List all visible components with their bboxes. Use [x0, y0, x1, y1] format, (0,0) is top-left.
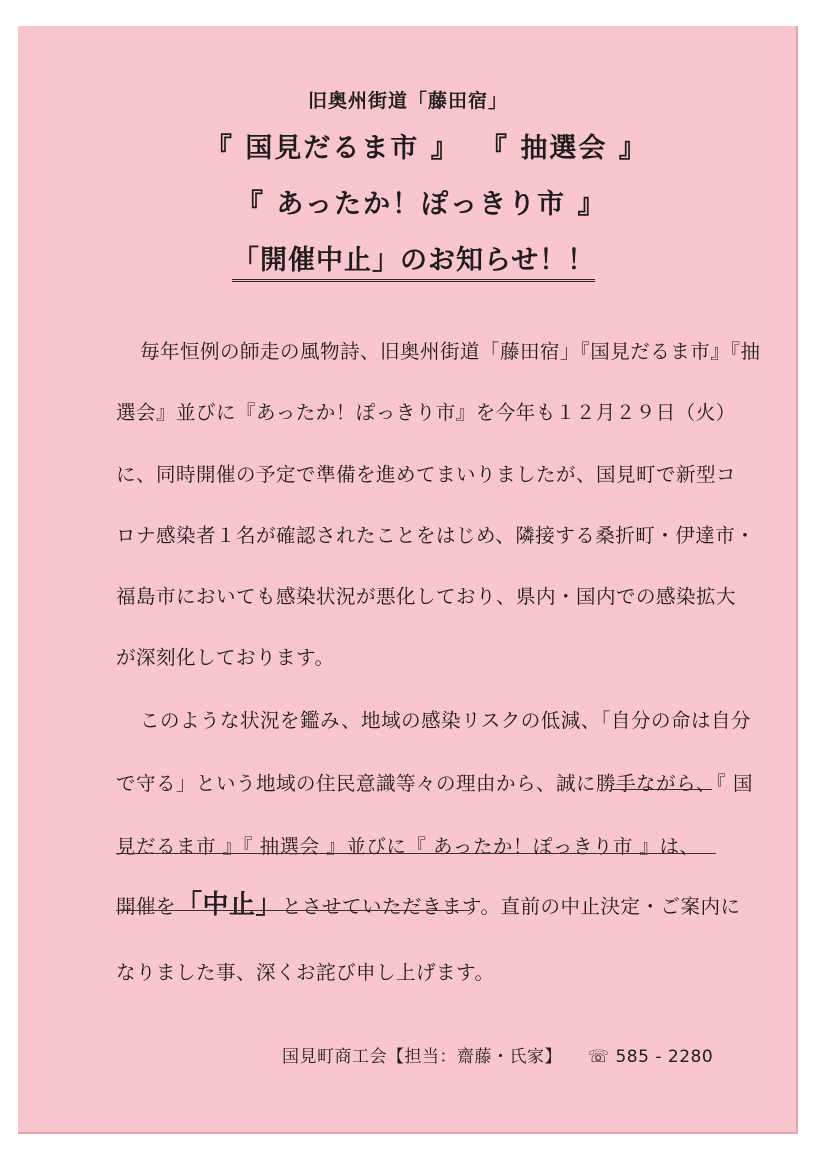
body-line: に、同時開催の予定で準備を進めてまいりましたが、国見町で新型コ: [116, 463, 737, 486]
body-text: 開催を: [116, 895, 177, 918]
body-text: とさせていただきます。直前の中止決定・ご案内に: [282, 895, 741, 918]
contact-footer: [282, 1042, 713, 1067]
phone-number: 585 - 2280: [615, 1047, 714, 1067]
cancel-emphasis: 「中止」: [176, 890, 283, 920]
cancellation-heading: 「開催中止」のお知らせ！！: [232, 238, 595, 282]
organization-contact: 国見町商工会【担当：齋藤・氏家】: [282, 1047, 562, 1067]
title-pokkiri-market: 『 あったか！ぽっきり市 』: [236, 189, 607, 220]
body-line-cancellation: [116, 884, 740, 921]
body-line: 見だるま市 』『 抽選会 』並びに『 あったか！ぽっきり市 』は、: [116, 835, 700, 858]
body-line: 選会』並びに『あったか！ぽっきり市』を今年も１２月２９日（火）: [116, 401, 736, 424]
telephone-icon: ☏: [587, 1047, 610, 1067]
body-line: 福島市においても感染状況が悪化しており、県内・国内での感染拡大: [116, 585, 737, 608]
body-line: なりました事、深くお詫び申し上げます。: [116, 961, 495, 984]
body-line: このような状況を鑑み、地域の感染リスクの低減、「自分の命は自分: [140, 709, 752, 732]
underline: [116, 853, 716, 854]
title-daruma-market: 『 国見だるま市 』: [205, 133, 460, 164]
subtitle: 旧奥州街道「藤田宿」: [307, 90, 508, 112]
underline: [612, 789, 712, 790]
body-line: で守る」という地域の住民意識等々の理由から、誠に勝手ながら、『 国: [116, 772, 753, 795]
title-lottery: 『 抽選会 』: [480, 133, 648, 164]
underline: [116, 910, 470, 911]
body-line: ロナ感染者１名が確認されたことをはじめ、隣接する桑折町・伊達市・: [116, 524, 756, 547]
body-line: が深刻化しております。: [116, 646, 335, 669]
body-line: 毎年恒例の師走の風物詩、旧奥州街道「藤田宿」『国見だるま市』『抽: [140, 340, 761, 363]
